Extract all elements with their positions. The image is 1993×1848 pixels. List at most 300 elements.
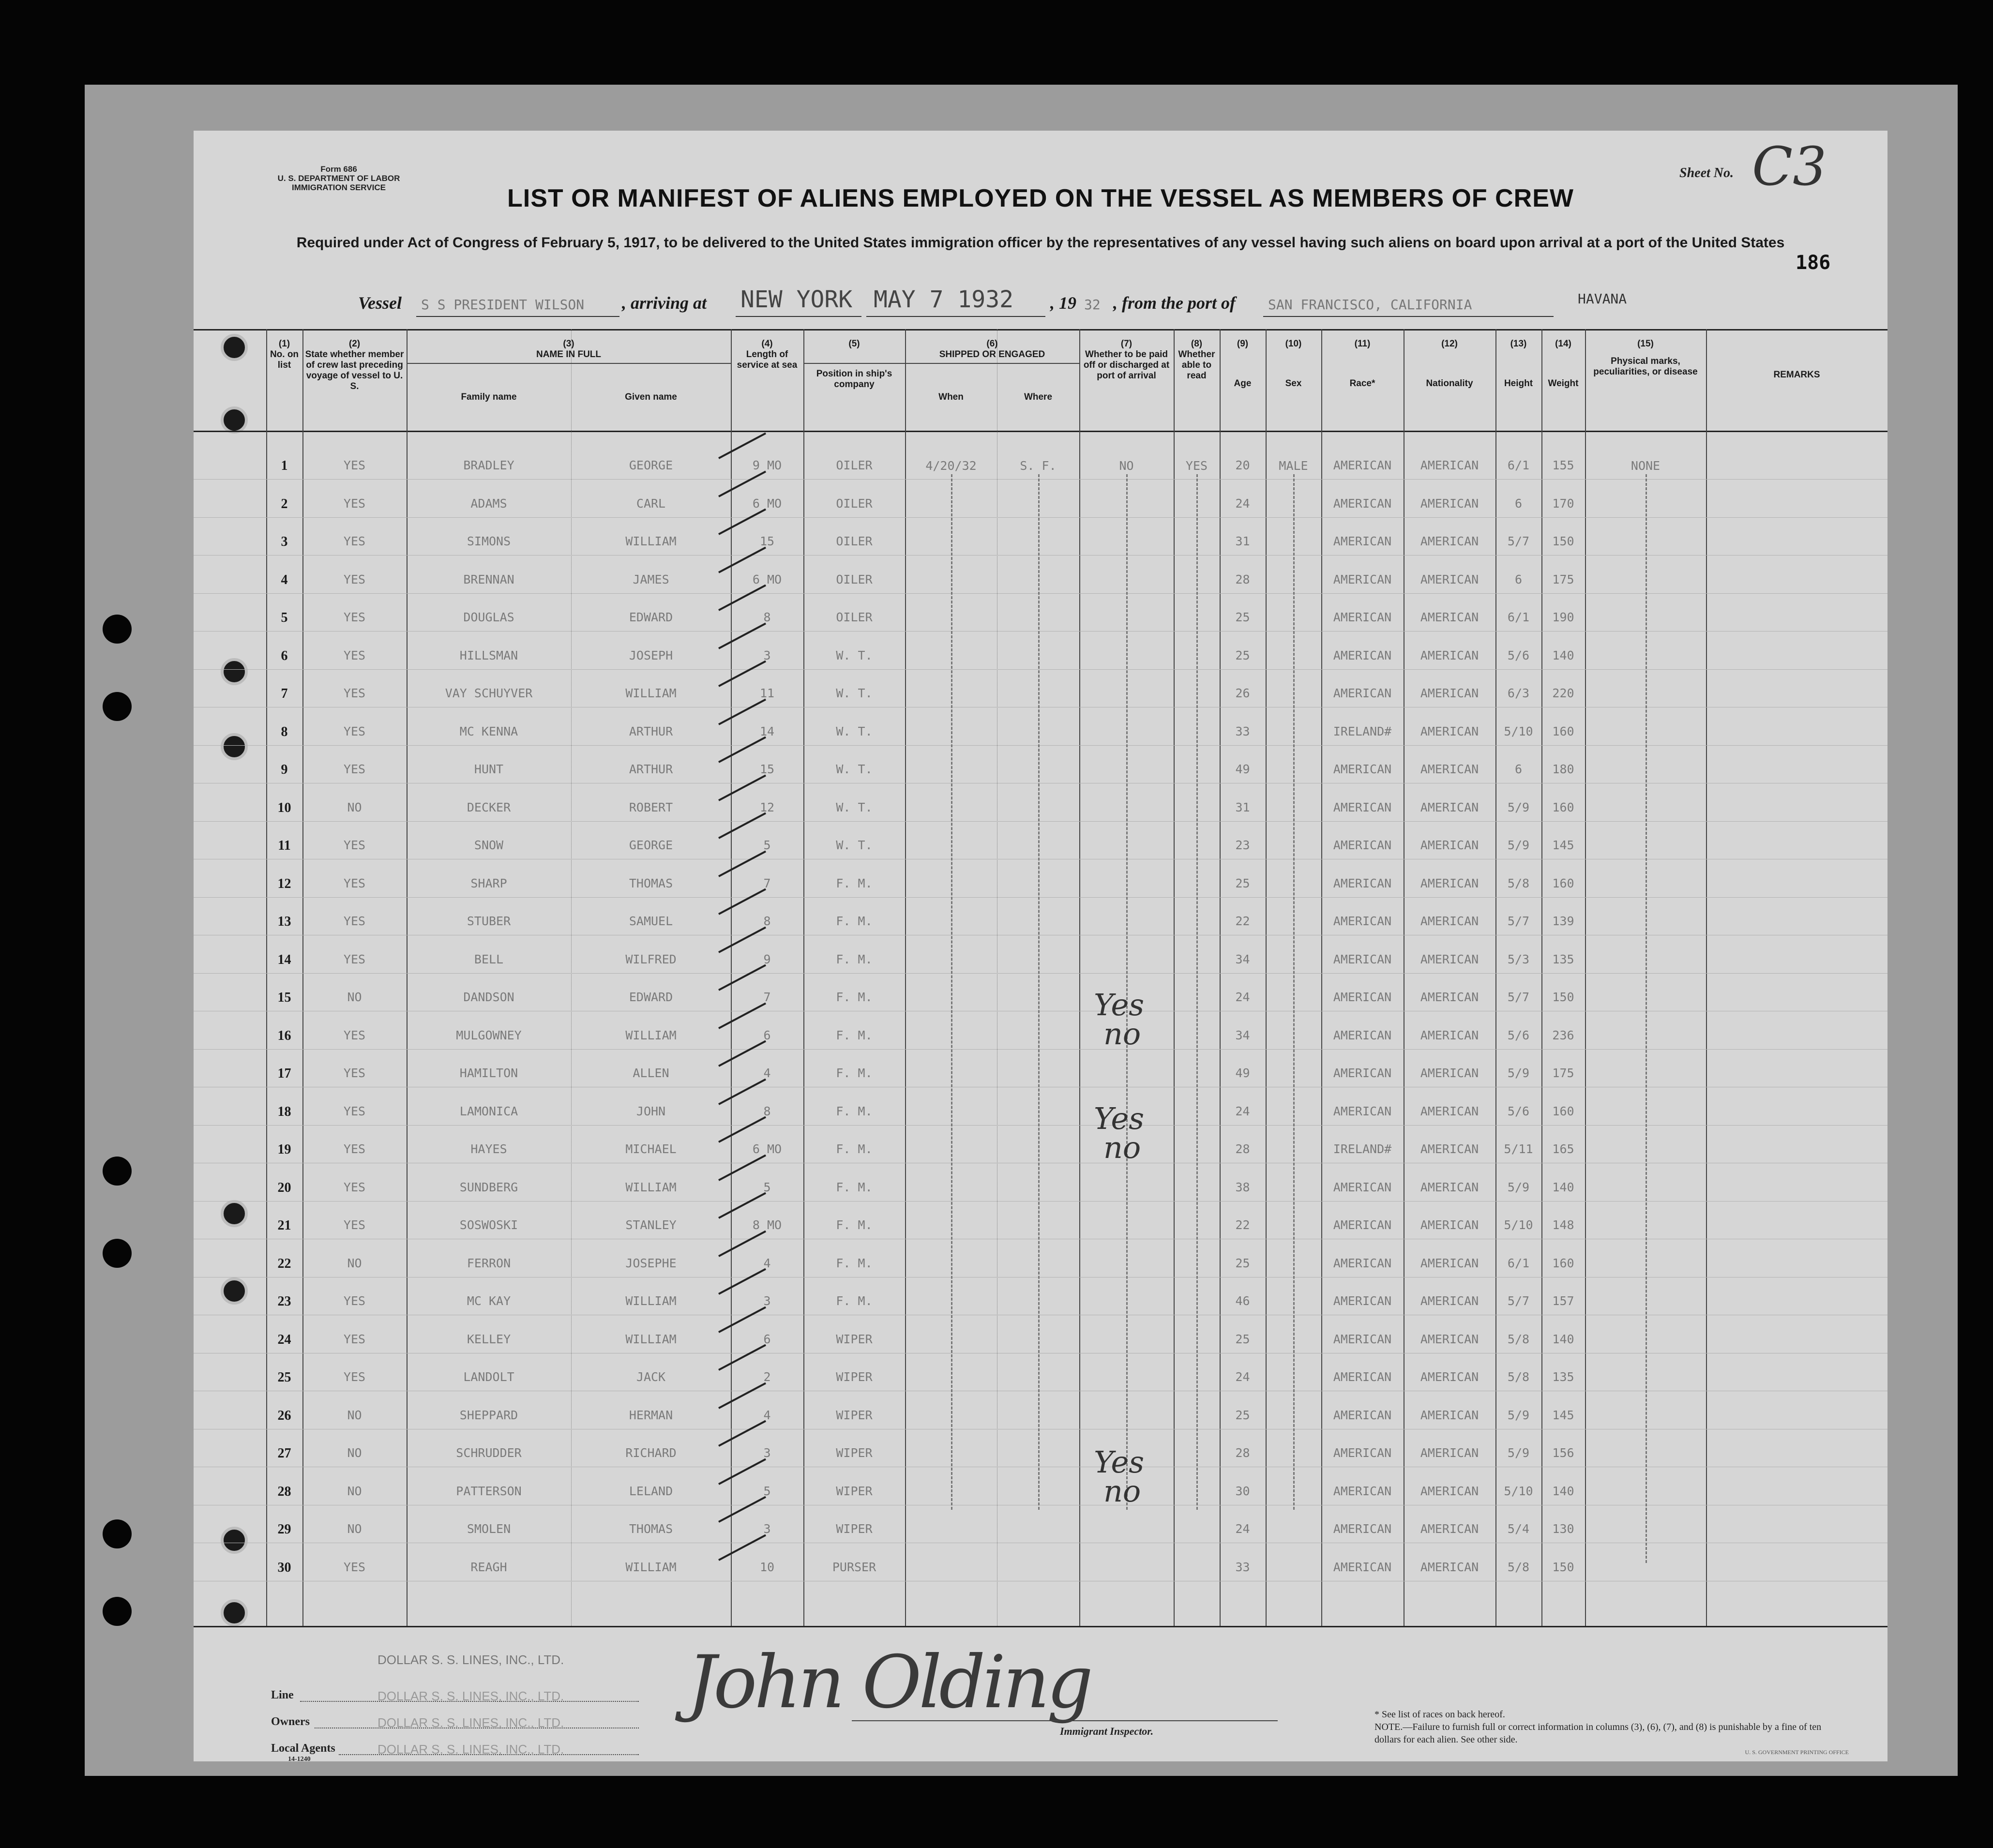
given-name: THOMAS bbox=[629, 1522, 673, 1536]
punch-hole bbox=[103, 1157, 132, 1186]
agents-label: Local Agents bbox=[271, 1742, 335, 1755]
position: WIPER bbox=[836, 1370, 873, 1384]
race: AMERICAN bbox=[1333, 914, 1392, 928]
race: AMERICAN bbox=[1333, 496, 1392, 511]
height: 5/10 bbox=[1504, 1218, 1533, 1232]
row-number: 7 bbox=[281, 686, 288, 701]
row-number: 27 bbox=[277, 1446, 291, 1461]
weight: 220 bbox=[1552, 686, 1574, 700]
family-name: DOUGLAS bbox=[463, 610, 514, 624]
vessel-line bbox=[358, 286, 1858, 322]
weight: 157 bbox=[1552, 1294, 1574, 1308]
position: W. T. bbox=[836, 648, 873, 662]
col-9-header: (9) Age bbox=[1234, 339, 1252, 389]
nationality: AMERICAN bbox=[1420, 1066, 1479, 1080]
check-mark bbox=[718, 1002, 766, 1029]
position: WIPER bbox=[836, 1522, 873, 1536]
race: AMERICAN bbox=[1333, 1522, 1392, 1536]
height: 5/9 bbox=[1507, 1408, 1530, 1422]
position: WIPER bbox=[836, 1484, 873, 1498]
position: F. M. bbox=[836, 876, 873, 890]
height: 5/7 bbox=[1507, 990, 1530, 1004]
age: 46 bbox=[1235, 1294, 1250, 1308]
position: F. M. bbox=[836, 1294, 873, 1308]
family-name: SUNDBERG bbox=[459, 1180, 518, 1194]
col-5-header: (5) Position in ship's company bbox=[816, 339, 892, 390]
age: 28 bbox=[1235, 1142, 1250, 1156]
weight: 130 bbox=[1552, 1522, 1574, 1536]
from-port-rule bbox=[1263, 316, 1554, 317]
col-divider bbox=[266, 329, 267, 1626]
weight: 145 bbox=[1552, 1408, 1574, 1422]
position: F. M. bbox=[836, 1256, 873, 1270]
check-mark bbox=[718, 1496, 766, 1523]
length-of-service: 8 MO bbox=[752, 1218, 782, 1232]
col-1-header: (1) No. on list bbox=[270, 339, 299, 370]
weight: 236 bbox=[1552, 1028, 1574, 1042]
position: OILER bbox=[836, 534, 873, 548]
row-rule bbox=[194, 821, 1887, 822]
col-16-header: REMARKS bbox=[1773, 370, 1820, 380]
height: 5/7 bbox=[1507, 534, 1530, 548]
age: 25 bbox=[1235, 1332, 1250, 1346]
previous-voyage: NO bbox=[347, 1408, 362, 1422]
length-of-service: 3 bbox=[763, 1294, 771, 1308]
col-14-header: (14) Weight bbox=[1548, 339, 1579, 389]
position: F. M. bbox=[836, 990, 873, 1004]
page-subtitle: Required under Act of Congress of February 5, 1917, to be delivered to the United States immigration officer by the representatives of any vessel having such aliens on board upon arrival at a port of the United States bbox=[296, 235, 1785, 251]
length-of-service: 7 bbox=[763, 876, 771, 890]
check-mark bbox=[718, 812, 766, 839]
age: 28 bbox=[1235, 572, 1250, 586]
row-number: 13 bbox=[277, 914, 291, 929]
sheet-number-value: C3 bbox=[1752, 135, 1827, 197]
age: 25 bbox=[1235, 610, 1250, 624]
row-number: 19 bbox=[277, 1142, 291, 1157]
given-name: WILLIAM bbox=[625, 1332, 677, 1346]
row-number: 2 bbox=[281, 496, 288, 511]
weight: 170 bbox=[1552, 496, 1574, 511]
race: AMERICAN bbox=[1333, 458, 1392, 472]
position: W. T. bbox=[836, 724, 873, 738]
row-number: 15 bbox=[277, 990, 291, 1005]
previous-voyage: YES bbox=[343, 496, 366, 511]
nationality: AMERICAN bbox=[1420, 914, 1479, 928]
given-name: WILLIAM bbox=[625, 1180, 677, 1194]
given-name: WILLIAM bbox=[625, 686, 677, 700]
family-name: FERRON bbox=[467, 1256, 511, 1270]
arrival-port-rule bbox=[736, 316, 861, 317]
position: WIPER bbox=[836, 1408, 873, 1422]
previous-voyage: YES bbox=[343, 838, 366, 852]
height: 5/9 bbox=[1507, 1180, 1530, 1194]
service-name: IMMIGRATION SERVICE bbox=[292, 183, 386, 192]
age: 30 bbox=[1235, 1484, 1250, 1498]
from-label: , from the port of bbox=[1113, 293, 1236, 313]
row-number: 6 bbox=[281, 648, 288, 663]
races-note: * See list of races on back hereof. bbox=[1374, 1709, 1505, 1720]
age: 49 bbox=[1235, 1066, 1250, 1080]
nationality: AMERICAN bbox=[1420, 458, 1479, 472]
check-mark bbox=[718, 509, 766, 535]
weight: 160 bbox=[1552, 1104, 1574, 1118]
position: F. M. bbox=[836, 1218, 873, 1232]
col-3-header: (3) NAME IN FULL bbox=[536, 339, 602, 360]
given-name: JAMES bbox=[633, 572, 669, 586]
race: AMERICAN bbox=[1333, 1294, 1392, 1308]
previous-voyage: YES bbox=[343, 458, 366, 472]
footnote bbox=[1374, 1708, 1849, 1758]
col-3-given-header: Given name bbox=[625, 392, 677, 402]
row-rule bbox=[194, 1125, 1887, 1126]
row-number: 22 bbox=[277, 1256, 291, 1271]
col-6-where-header: Where bbox=[1024, 392, 1053, 402]
position: OILER bbox=[836, 610, 873, 624]
previous-voyage: NO bbox=[347, 1522, 362, 1536]
previous-voyage: YES bbox=[343, 1142, 366, 1156]
check-mark bbox=[718, 433, 766, 459]
nationality: AMERICAN bbox=[1420, 1370, 1479, 1384]
family-name: LAMONICA bbox=[459, 1104, 518, 1118]
row-number: 5 bbox=[281, 610, 288, 625]
height: 5/6 bbox=[1507, 1104, 1530, 1118]
height: 5/9 bbox=[1507, 800, 1530, 814]
col-2-header: (2) State whether member of crew last preceding voyage of vessel to U. S. bbox=[305, 339, 404, 391]
family-name: BRENNAN bbox=[463, 572, 514, 586]
check-mark bbox=[718, 1344, 766, 1371]
weight: 140 bbox=[1552, 1484, 1574, 1498]
family-name: SIMONS bbox=[467, 534, 511, 548]
race: AMERICAN bbox=[1333, 1370, 1392, 1384]
height: 5/6 bbox=[1507, 1028, 1530, 1042]
row-number: 30 bbox=[277, 1560, 291, 1575]
row-rule bbox=[194, 1201, 1887, 1202]
length-of-service: 6 MO bbox=[752, 572, 782, 586]
col-divider bbox=[571, 329, 572, 1626]
given-name: THOMAS bbox=[629, 876, 673, 890]
race: AMERICAN bbox=[1333, 648, 1392, 662]
previous-voyage: YES bbox=[343, 1066, 366, 1080]
owners-label: Owners bbox=[271, 1715, 310, 1728]
given-name: JACK bbox=[636, 1370, 666, 1384]
age: 25 bbox=[1235, 648, 1250, 662]
given-name: RICHARD bbox=[625, 1446, 677, 1460]
previous-voyage: YES bbox=[343, 1218, 366, 1232]
position: OILER bbox=[836, 458, 873, 472]
given-name: ALLEN bbox=[633, 1066, 669, 1080]
paid-off-value: NO bbox=[1119, 459, 1134, 473]
nationality: AMERICAN bbox=[1420, 1028, 1479, 1042]
previous-voyage: YES bbox=[343, 572, 366, 586]
length-of-service: 8 bbox=[763, 914, 771, 928]
row-number: 24 bbox=[277, 1332, 291, 1347]
length-of-service: 2 bbox=[763, 1370, 771, 1384]
given-name: STANLEY bbox=[625, 1218, 677, 1232]
family-name: MC KENNA bbox=[459, 724, 518, 738]
previous-voyage: YES bbox=[343, 724, 366, 738]
age: 22 bbox=[1235, 1218, 1250, 1232]
height: 5/3 bbox=[1507, 952, 1530, 966]
nationality: AMERICAN bbox=[1420, 610, 1479, 624]
row-rule bbox=[194, 1049, 1887, 1050]
punch-hole bbox=[103, 692, 132, 721]
row-rule bbox=[194, 479, 1887, 480]
race: AMERICAN bbox=[1333, 1066, 1392, 1080]
age: 31 bbox=[1235, 800, 1250, 814]
weight: 150 bbox=[1552, 534, 1574, 548]
race: IRELAND# bbox=[1333, 724, 1392, 738]
weight: 175 bbox=[1552, 572, 1574, 586]
given-name: GEORGE bbox=[629, 838, 673, 852]
col-divider bbox=[905, 329, 906, 1626]
row-number: 8 bbox=[281, 724, 288, 739]
given-name: SAMUEL bbox=[629, 914, 673, 928]
check-mark bbox=[718, 622, 766, 649]
family-name: HUNT bbox=[474, 762, 504, 776]
nationality: AMERICAN bbox=[1420, 686, 1479, 700]
race: AMERICAN bbox=[1333, 1104, 1392, 1118]
race: AMERICAN bbox=[1333, 1028, 1392, 1042]
position: W. T. bbox=[836, 800, 873, 814]
previous-voyage: YES bbox=[343, 952, 366, 966]
row-number: 28 bbox=[277, 1484, 291, 1499]
nationality: AMERICAN bbox=[1420, 838, 1479, 852]
col-10-header: (10) Sex bbox=[1285, 339, 1302, 389]
row-rule bbox=[194, 593, 1887, 594]
length-of-service: 3 bbox=[763, 1446, 771, 1460]
punch-hole bbox=[103, 1519, 132, 1548]
family-name: ADAMS bbox=[470, 496, 507, 511]
row-number: 12 bbox=[277, 876, 291, 891]
check-mark bbox=[718, 964, 766, 991]
form-code: 14-1240 bbox=[288, 1756, 311, 1763]
length-of-service: 6 bbox=[763, 1332, 771, 1346]
col-divider bbox=[302, 329, 303, 1626]
vessel-name-rule bbox=[416, 316, 619, 317]
age: 34 bbox=[1235, 1028, 1250, 1042]
age: 24 bbox=[1235, 1104, 1250, 1118]
punch-hole bbox=[103, 1239, 132, 1268]
previous-voyage: YES bbox=[343, 686, 366, 700]
col-12-header: (12) Nationality bbox=[1426, 339, 1473, 389]
row-rule bbox=[194, 897, 1887, 898]
race: AMERICAN bbox=[1333, 990, 1392, 1004]
check-mark bbox=[718, 1116, 766, 1143]
position: F. M. bbox=[836, 1180, 873, 1194]
name-sub-rule bbox=[407, 363, 731, 364]
race: AMERICAN bbox=[1333, 800, 1392, 814]
col-11-header: (11) Race* bbox=[1349, 339, 1375, 389]
length-of-service: 5 bbox=[763, 838, 771, 852]
length-of-service: 14 bbox=[759, 724, 775, 738]
col-6-when-header: When bbox=[938, 392, 964, 402]
position: OILER bbox=[836, 572, 873, 586]
via-port: HAVANA bbox=[1578, 291, 1627, 307]
family-name: DANDSON bbox=[463, 990, 514, 1004]
length-of-service: 6 bbox=[763, 1028, 771, 1042]
length-of-service: 7 bbox=[763, 990, 771, 1004]
col-divider bbox=[1541, 329, 1542, 1626]
row-number: 17 bbox=[277, 1066, 291, 1081]
race: AMERICAN bbox=[1333, 1180, 1392, 1194]
age: 24 bbox=[1235, 990, 1250, 1004]
weight: 165 bbox=[1552, 1142, 1574, 1156]
owners-stamp: DOLLAR S. S. LINES, INC., LTD. bbox=[377, 1715, 564, 1730]
height: 5/10 bbox=[1504, 1484, 1533, 1498]
length-of-service: 8 bbox=[763, 1104, 771, 1118]
check-mark bbox=[718, 1154, 766, 1181]
check-mark bbox=[718, 774, 766, 801]
vessel-label: Vessel bbox=[358, 293, 402, 313]
punch-hole bbox=[103, 615, 132, 644]
ditto-mark bbox=[1038, 474, 1040, 1510]
weight: 140 bbox=[1552, 648, 1574, 662]
punch-hole bbox=[103, 1597, 132, 1626]
check-mark bbox=[718, 698, 766, 725]
length-of-service: 3 bbox=[763, 648, 771, 662]
height: 6/3 bbox=[1507, 686, 1530, 700]
given-name: ARTHUR bbox=[629, 724, 673, 738]
length-of-service: 11 bbox=[759, 686, 775, 700]
race: AMERICAN bbox=[1333, 572, 1392, 586]
nationality: AMERICAN bbox=[1420, 762, 1479, 776]
weight: 190 bbox=[1552, 610, 1574, 624]
weight: 150 bbox=[1552, 1560, 1574, 1574]
given-name: CARL bbox=[636, 496, 666, 511]
height: 5/10 bbox=[1504, 724, 1533, 738]
nationality: AMERICAN bbox=[1420, 1104, 1479, 1118]
row-number: 26 bbox=[277, 1408, 291, 1423]
check-mark bbox=[718, 1534, 766, 1561]
col-divider bbox=[1321, 329, 1322, 1626]
row-number: 25 bbox=[277, 1370, 291, 1385]
check-mark bbox=[718, 1230, 766, 1257]
given-name: WILLIAM bbox=[625, 534, 677, 548]
family-name: DECKER bbox=[467, 800, 511, 814]
previous-voyage: YES bbox=[343, 1294, 366, 1308]
ditto-mark bbox=[1646, 474, 1647, 1563]
age: 38 bbox=[1235, 1180, 1250, 1194]
length-of-service: 6 MO bbox=[752, 496, 782, 511]
arriving-label: , arriving at bbox=[622, 293, 707, 313]
height: 5/8 bbox=[1507, 876, 1530, 890]
previous-voyage: NO bbox=[347, 1256, 362, 1270]
printer-imprint: U. S. GOVERNMENT PRINTING OFFICE bbox=[1745, 1749, 1849, 1756]
year-suffix: 32 bbox=[1084, 297, 1101, 313]
race: AMERICAN bbox=[1333, 534, 1392, 548]
height: 5/8 bbox=[1507, 1332, 1530, 1346]
nationality: AMERICAN bbox=[1420, 1180, 1479, 1194]
row-number: 20 bbox=[277, 1180, 291, 1195]
family-name: STUBER bbox=[467, 914, 511, 928]
given-name: JOSEPHE bbox=[625, 1256, 677, 1270]
length-of-service: 4 bbox=[763, 1066, 771, 1080]
race: AMERICAN bbox=[1333, 686, 1392, 700]
arrival-port: NEW YORK bbox=[740, 286, 853, 313]
weight: 135 bbox=[1552, 1370, 1574, 1384]
check-mark bbox=[718, 546, 766, 573]
weight: 160 bbox=[1552, 800, 1574, 814]
race: AMERICAN bbox=[1333, 876, 1392, 890]
nationality: AMERICAN bbox=[1420, 724, 1479, 738]
length-of-service: 3 bbox=[763, 1522, 771, 1536]
handwritten-no: no bbox=[1103, 1473, 1141, 1509]
family-name: SCHRUDDER bbox=[456, 1446, 522, 1460]
company-stamp: DOLLAR S. S. LINES, INC., LTD. bbox=[377, 1653, 564, 1667]
row-rule bbox=[194, 669, 1887, 670]
row-number: 11 bbox=[278, 838, 291, 853]
length-of-service: 8 bbox=[763, 610, 771, 624]
arrival-date: MAY 7 1932 bbox=[874, 286, 1013, 313]
height: 5/9 bbox=[1507, 838, 1530, 852]
weight: 175 bbox=[1552, 1066, 1574, 1080]
col-7-header: (7) Whether to be paid off or discharged at port of arrival bbox=[1083, 339, 1170, 381]
nationality: AMERICAN bbox=[1420, 800, 1479, 814]
check-mark bbox=[718, 926, 766, 953]
previous-voyage: YES bbox=[343, 534, 366, 548]
position: W. T. bbox=[836, 686, 873, 700]
page-title: LIST OR MANIFEST OF ALIENS EMPLOYED ON THE VESSEL AS MEMBERS OF CREW bbox=[507, 184, 1574, 212]
height: 5/8 bbox=[1507, 1370, 1530, 1384]
col-4-header: (4) Length of service at sea bbox=[737, 339, 798, 370]
ditto-mark bbox=[951, 474, 952, 1510]
previous-voyage: YES bbox=[343, 648, 366, 662]
given-name: JOHN bbox=[636, 1104, 666, 1118]
row-rule bbox=[194, 973, 1887, 974]
position: WIPER bbox=[836, 1332, 873, 1346]
row-rule bbox=[194, 555, 1887, 556]
table-top-rule bbox=[194, 329, 1887, 331]
given-name: MICHAEL bbox=[625, 1142, 677, 1156]
race: IRELAND# bbox=[1333, 1142, 1392, 1156]
length-of-service: 9 MO bbox=[752, 458, 782, 472]
age: 25 bbox=[1235, 1408, 1250, 1422]
weight: 145 bbox=[1552, 838, 1574, 852]
ditto-mark bbox=[1293, 474, 1295, 1510]
height: 6/1 bbox=[1507, 610, 1530, 624]
given-name: WILLIAM bbox=[625, 1560, 677, 1574]
position: OILER bbox=[836, 496, 873, 511]
stamp-number: 186 bbox=[1796, 252, 1831, 274]
length-of-service: 5 bbox=[763, 1484, 771, 1498]
col-15-header: (15) Physical marks, peculiarities, or disease bbox=[1593, 339, 1698, 377]
table-bottom-rule bbox=[194, 1626, 1887, 1627]
height: 6/1 bbox=[1507, 458, 1530, 472]
form-number: Form 686 bbox=[320, 165, 357, 174]
race: AMERICAN bbox=[1333, 1446, 1392, 1460]
previous-voyage: NO bbox=[347, 1484, 362, 1498]
nationality: AMERICAN bbox=[1420, 1484, 1479, 1498]
nationality: AMERICAN bbox=[1420, 1332, 1479, 1346]
row-number: 18 bbox=[277, 1104, 291, 1119]
previous-voyage: YES bbox=[343, 1332, 366, 1346]
row-number: 16 bbox=[277, 1028, 291, 1043]
nationality: AMERICAN bbox=[1420, 990, 1479, 1004]
check-mark bbox=[718, 1420, 766, 1447]
family-name: SMOLEN bbox=[467, 1522, 511, 1536]
handwritten-yes: Yes bbox=[1094, 1101, 1145, 1136]
arrival-date-rule bbox=[866, 316, 1045, 317]
col-divider bbox=[407, 329, 408, 1626]
weight: 160 bbox=[1552, 724, 1574, 738]
given-name: EDWARD bbox=[629, 610, 673, 624]
row-number: 29 bbox=[277, 1522, 291, 1537]
family-name: KELLEY bbox=[467, 1332, 511, 1346]
physical-marks-value: NONE bbox=[1631, 459, 1661, 473]
position: F. M. bbox=[836, 1028, 873, 1042]
vessel-name: S S PRESIDENT WILSON bbox=[421, 297, 585, 313]
age: 26 bbox=[1235, 686, 1250, 700]
